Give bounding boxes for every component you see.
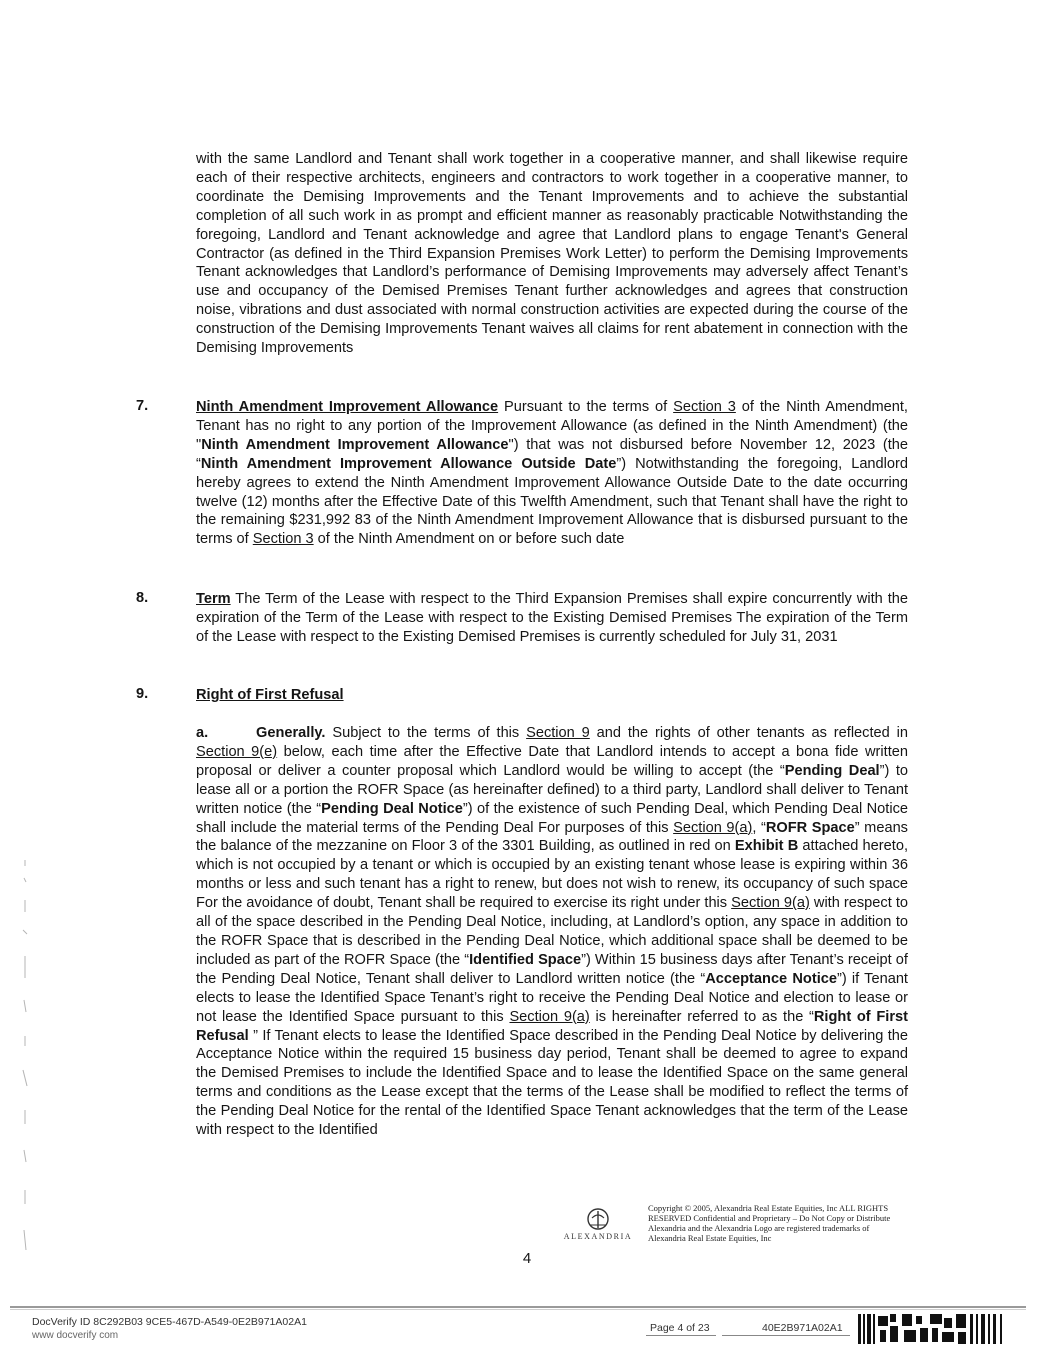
copyright-notice: Copyright © 2005, Alexandria Real Estate Equities, Inc ALL RIGHTS RESERVED Confidential and Proprietary – Do Not Copy or Distribute Alexandria and the Alexandria Logo are registered trademarks of Alexandria Real Estate Equities, Inc [648,1203,891,1243]
section-9a-text: , “ [752,819,766,836]
section-7-text: ”) Notwithstanding the foregoing, Landlord hereby agrees to extend the Ninth Amendment Improvement Allowance Outside Date to the date occurring twelve (12) months after the Effective Date of this Twelfth Amendment, such that Tenant shall have the right to the remaining $231,992 83 of the Ninth Amendment Improvement Allowance that is disbursed pursuant to the terms of [196,455,908,548]
section-8-number: 8. [136,590,149,606]
page-count-underline [646,1335,716,1336]
section-7-number: 7. [136,398,149,414]
section-9a-text: ”) Within 15 business days after Tenant’s receipt of the Pending Deal Notice, Tenant shall deliver to Landlord written notice (the “ [196,951,908,987]
section-7-text: of the Ninth Amendment, Tenant has no right to any portion of the Improvement Allowance (as defined in the Ninth Amendment) (the " [196,399,908,453]
section-reference: Section 3 [673,399,736,415]
section-9-number: 9. [136,686,149,702]
section-9a-text: and the rights of other tenants as reflected in [589,725,908,741]
subsection-letter: a. [196,725,209,741]
defined-term: Right of First Refusal [196,1008,908,1044]
defined-term: Ninth Amendment Improvement Allowance Outside Date [200,455,617,472]
section-9a-paragraph [196,724,908,1140]
section-7-paragraph [196,398,908,549]
section-9a-text: is hereinafter referred to as the “ [589,1008,814,1025]
section-9a-text: attached hereto, which is not occupied by a tenant or which is occupied by an existing tenant whose lease is expiring within 36 months or less and such tenant has a right to renew, but does not wish to renew, its occupancy of such space For the avoidance of doubt, Tenant shall be required to exercise its right under this [196,838,908,912]
footer-rule [10,1306,1026,1308]
section-7-text: of the Ninth Amendment on or before such date [313,531,625,548]
section-reference: Section 3 [252,531,314,548]
section-8-paragraph [196,590,908,647]
barcode-icon [858,1314,1018,1344]
footer-rule-secondary [10,1309,1026,1310]
defined-term: Pending Deal Notice [321,800,463,817]
section-9a-text: ” If Tenant elects to lease the Identified Space described in the Pending Deal Notice by delivering the Acceptance Notice within the required 15 business day period, Tenant shall be deemed to agree to expand the Demised Premises to include the Identified Space and to lease the Identified Space on the same general terms and conditions as the Lease except that the terms of the Lease shall be modified to reflect the terms of the Pending Deal Notice for the rental of the Identified Space Tenant acknowledges that the term of the Lease with respect to the Identified [196,1027,908,1139]
defined-term: Identified Space [469,951,582,968]
docverify-website: www docverify com [32,1330,119,1341]
section-8-heading: Term [196,591,231,607]
section-9a-text: Subject to the terms of this [325,725,527,741]
short-id-underline [722,1335,850,1336]
page-count: Page 4 of 23 [650,1322,710,1334]
page-number: 4 [522,1250,532,1267]
defined-term: Ninth Amendment Improvement Allowance [201,436,509,453]
section-8-text: The Term of the Lease with respect to the Third Expansion Premises shall expire concurrently with the expiration of the Term of the Lease with respect to the Existing Demised Premises The expiration of the Term of the Lease with respect to the Existing Demised Premises is currently scheduled for July 31, 2031 [196,591,908,645]
section-9a-text: below, each time after the Effective Date that Landlord intends to accept a bona fide written proposal or deliver a counter proposal which Landlord would be willing to accept (the “ [196,743,909,779]
section-9-heading: Right of First Refusal [196,687,344,703]
continuation-paragraph [196,150,908,358]
section-7-text: ") that was not disbursed before November 12, 2023 (the “ [196,436,908,472]
docverify-id: DocVerify ID 8C292B03 9CE5-467D-A549-0E2B971A02A1 [32,1316,307,1328]
short-document-id: 40E2B971A02A1 [762,1322,843,1334]
section-9a-text: ” means the balance of the mezzanine on Floor 3 of the 3301 Building, as outlined in red on [196,819,908,855]
section-9a-text: ”) of the existence of such Pending Deal, which Pending Deal Notice shall include the material terms of the Pending Deal For purposes of this [196,800,908,836]
margin-scan-marks [18,860,32,1260]
section-reference: Section 9(a) [673,819,753,836]
section-reference: Section 9(e) [196,743,278,760]
section-9a-text: with respect to all of the space described in the Pending Deal Notice, including, at Landlord’s option, any space in addition to the ROFR Space that is described in the Pending Deal Notice, which additional space shall be deemed to be included as part of the ROFR Space (the “ [196,895,908,968]
section-9a-text: ”) if Tenant elects to lease the Identified Space Tenant’s right to receive the Pending Deal Notice and election to lease or not lease the Identified Space pursuant to this [196,970,908,1025]
defined-term: ROFR Space [765,819,855,836]
continuation-text: with the same Landlord and Tenant shall work together in a cooperative manner, and shall likewise require each of their respective architects, engineers and contractors to work together in a cooperative manner, to coordinate the Demising Improvements and the Tenant Improvements and to achieve the substantial completion of all such work in as prompt and efficient manner as reasonably practicable Notwithstanding the foregoing, Landlord and Tenant acknowledge and agree that Landlord plans to engage Tenant's General Contractor (as defined in the Third Expansion Premises Work Letter) to perform the Demising Improvements Tenant acknowledges that Landlord’s performance of Demising Improvements may adversely affect Tenant’s use and occupancy of the Demised Premises Tenant further acknowledges and agrees that construction noise, vibrations and dust associated with normal construction activities are expected during the course of the construction of the Demising Improvements Tenant waives all claims for rent abatement in connection with the Demising Improvements [196,151,908,357]
defined-term: Pending Deal [784,762,880,779]
section-reference: Section 9(a) [509,1008,590,1025]
subsection-heading: Generally. [256,725,326,741]
section-9a-text: ”) to lease all or a portion the ROFR Space (as hereinafter defined) to a third party, Landlord shall deliver to Tenant written notice (the “ [196,762,908,817]
section-9-heading-line [196,686,908,705]
section-7-heading: Ninth Amendment Improvement Allowance [196,399,499,415]
defined-term: Acceptance Notice [705,970,837,987]
defined-term: Exhibit B [734,838,799,855]
alexandria-wordmark: ALEXANDRIA [563,1232,633,1241]
section-7-text: Pursuant to the terms of [498,399,674,415]
section-reference: Section 9 [526,725,590,741]
section-reference: Section 9(a) [731,895,810,912]
